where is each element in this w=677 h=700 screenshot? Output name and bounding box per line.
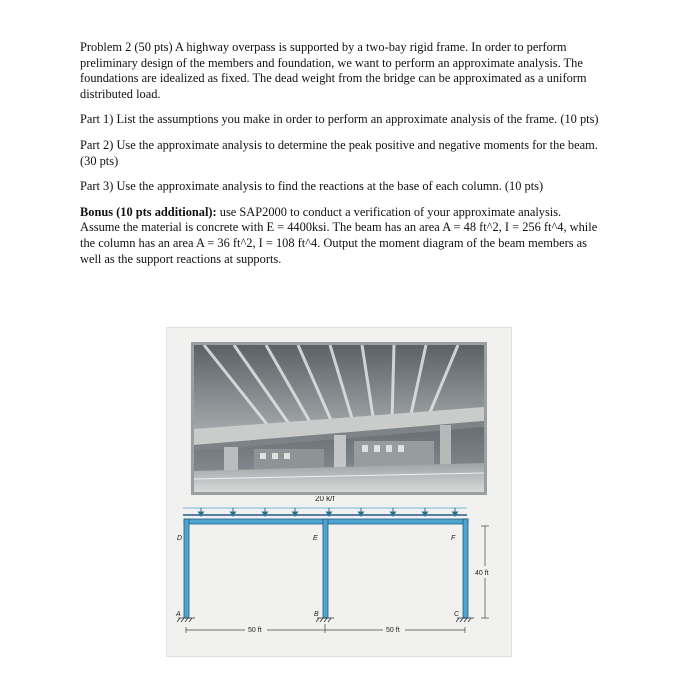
bonus-label: Bonus (10 pts additional): xyxy=(80,204,217,219)
distributed-load xyxy=(183,508,467,516)
column-right xyxy=(463,519,468,618)
part-2: Part 2) Use the approximate analysis to determine the peak positive and negative moments for the beam. (30 pts) xyxy=(80,137,598,168)
fixed-support-b xyxy=(316,618,334,622)
frame-diagram xyxy=(167,496,511,656)
span-1-label: 50 ft xyxy=(248,627,262,634)
node-label-e: E xyxy=(313,535,318,542)
problem-text xyxy=(80,40,600,277)
overpass-photo xyxy=(191,342,487,495)
frame-diagram-svg xyxy=(167,496,511,656)
overpass-figure xyxy=(166,327,512,657)
span-dimension xyxy=(186,624,465,633)
load-label: 20 k/f xyxy=(315,496,335,503)
height-label: 40 ft xyxy=(475,570,489,577)
overpass-photo-illustration xyxy=(194,345,484,492)
span-2-label: 50 ft xyxy=(386,627,400,634)
node-label-b: B xyxy=(314,611,319,618)
bonus-paragraph xyxy=(80,205,600,267)
node-label-f: F xyxy=(451,535,456,542)
node-label-c: C xyxy=(454,611,460,618)
node-label-a: A xyxy=(176,611,181,618)
part-1: Part 1) List the assumptions you make in order to perform an approximate analysis of the frame. (10 pts) xyxy=(80,112,599,127)
column-left xyxy=(184,519,189,618)
node-label-d: D xyxy=(177,535,183,542)
rigid-frame xyxy=(184,519,468,618)
bonus-text: use SAP2000 to conduct a verification of your approximate analysis. Assume the material is concrete with E = 4400ksi. The beam has an area A = 48 ft^2, I = 256 ft^4, while the column has an area A = 36 ft^2, I = 108 ft^4. Output the moment diagram of the beam members as well as the support reactions at supports. xyxy=(80,204,598,266)
part-3: Part 3) Use the approximate analysis to find the reactions at the base of each column. (10 pts) xyxy=(80,179,544,194)
fixed-support-c xyxy=(456,618,474,622)
fixed-support-a xyxy=(177,618,195,622)
column-middle xyxy=(323,519,328,618)
problem-intro: Problem 2 (50 pts) A highway overpass is supported by a two-bay rigid frame. In order to perform preliminary design of the members and foundation, we want to perform an approximate analysis. The foundations are idealized as fixed. The dead weight from the bridge can be approximated as a uniform distributed load. xyxy=(80,40,587,101)
